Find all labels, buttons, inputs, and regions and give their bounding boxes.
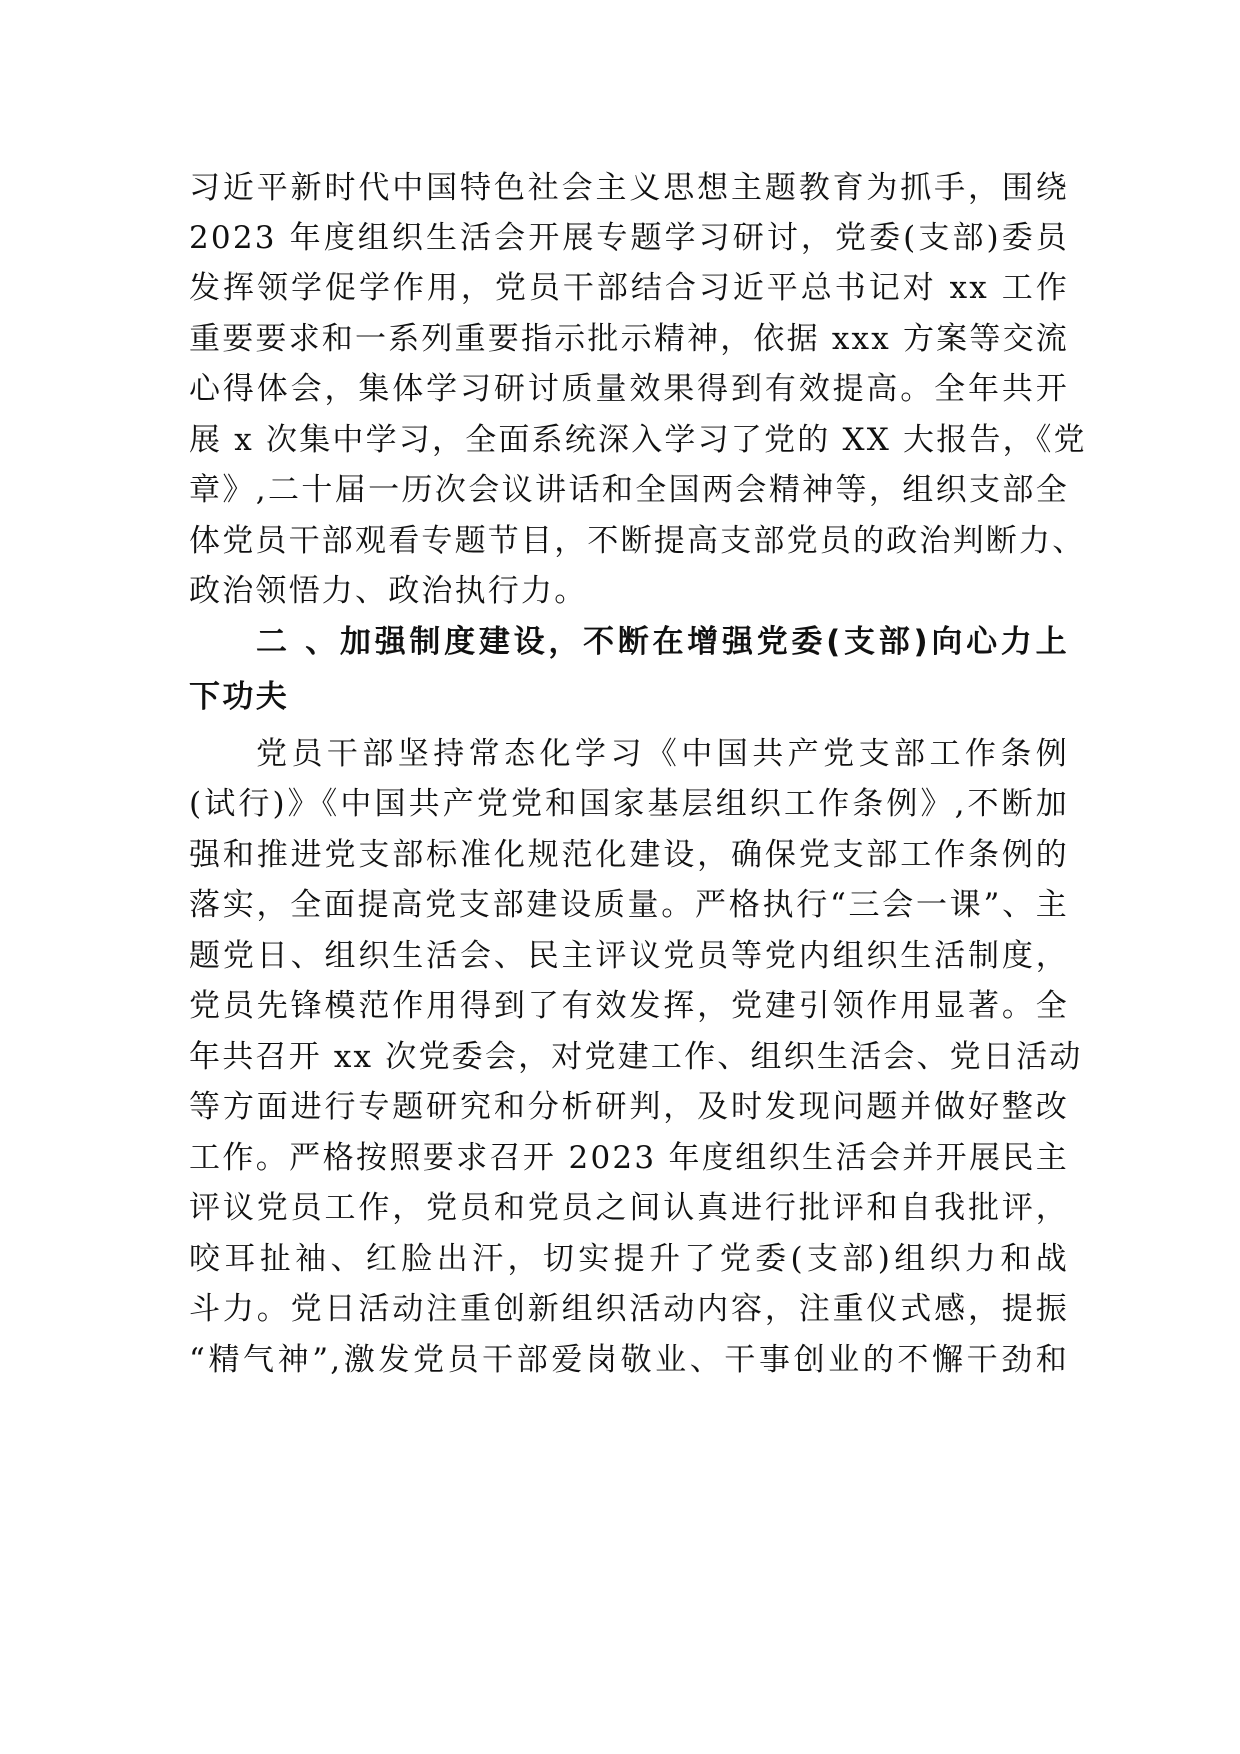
paragraph-line: “精气神”,激发党员干部爱岗敬业、干事创业的不懈干劲和: [189, 1342, 1069, 1378]
paragraph-line: 党员干部坚持常态化学习《中国共产党支部工作条例: [256, 736, 1069, 772]
paragraph-line: 心得体会，集体学习研讨质量效果得到有效提高。全年共开: [189, 371, 1069, 407]
paragraph-line: 评议党员工作，党员和党员之间认真进行批评和自我批评，: [189, 1190, 1069, 1226]
section-heading: 二 、加强制度建设，不断在增强党委(支部)向心力上: [256, 624, 1069, 660]
paragraph-line: 政治领悟力、政治执行力。: [189, 573, 588, 609]
paragraph-line: 习近平新时代中国特色社会主义思想主题教育为抓手，围绕: [189, 170, 1069, 206]
paragraph-line: 咬耳扯袖、红脸出汗，切实提升了党委(支部)组织力和战: [189, 1241, 1069, 1277]
paragraph-line: 展 x 次集中学习，全面系统深入学习了党的 XX 大报告，《党: [189, 422, 1087, 458]
paragraph-line: 2023 年度组织生活会开展专题学习研讨，党委(支部)委员: [189, 220, 1069, 256]
paragraph-line: 落实，全面提高党支部建设质量。严格执行“三会一课”、主: [189, 887, 1069, 923]
paragraph-line: (试行)》《中国共产党党和国家基层组织工作条例》,不断加: [189, 786, 1069, 822]
section-heading-continuation: 下功夫: [189, 679, 290, 715]
paragraph-line: 发挥领学促学作用，党员干部结合习近平总书记对 xx 工作: [189, 270, 1069, 306]
paragraph-line: 等方面进行专题研究和分析研判，及时发现问题并做好整改: [189, 1089, 1069, 1125]
paragraph-line: 强和推进党支部标准化规范化建设，确保党支部工作条例的: [189, 837, 1069, 873]
paragraph-line: 斗力。党日活动注重创新组织活动内容，注重仪式感，提振: [189, 1291, 1069, 1327]
paragraph-line: 工作。严格按照要求召开 2023 年度组织生活会并开展民主: [189, 1140, 1069, 1176]
paragraph-line: 重要要求和一系列重要指示批示精神，依据 xxx 方案等交流: [189, 321, 1069, 357]
paragraph-line: 题党日、组织生活会、民主评议党员等党内组织生活制度，: [189, 938, 1069, 974]
paragraph-line: 章》,二十届一历次会议讲话和全国两会精神等，组织支部全: [189, 472, 1069, 508]
paragraph-line: 年共召开 xx 次党委会，对党建工作、组织生活会、党日活动: [189, 1039, 1083, 1075]
paragraph-line: 体党员干部观看专题节目，不断提高支部党员的政治判断力、: [189, 523, 1086, 559]
paragraph-line: 党员先锋模范作用得到了有效发挥，党建引领作用显著。全: [189, 988, 1069, 1024]
